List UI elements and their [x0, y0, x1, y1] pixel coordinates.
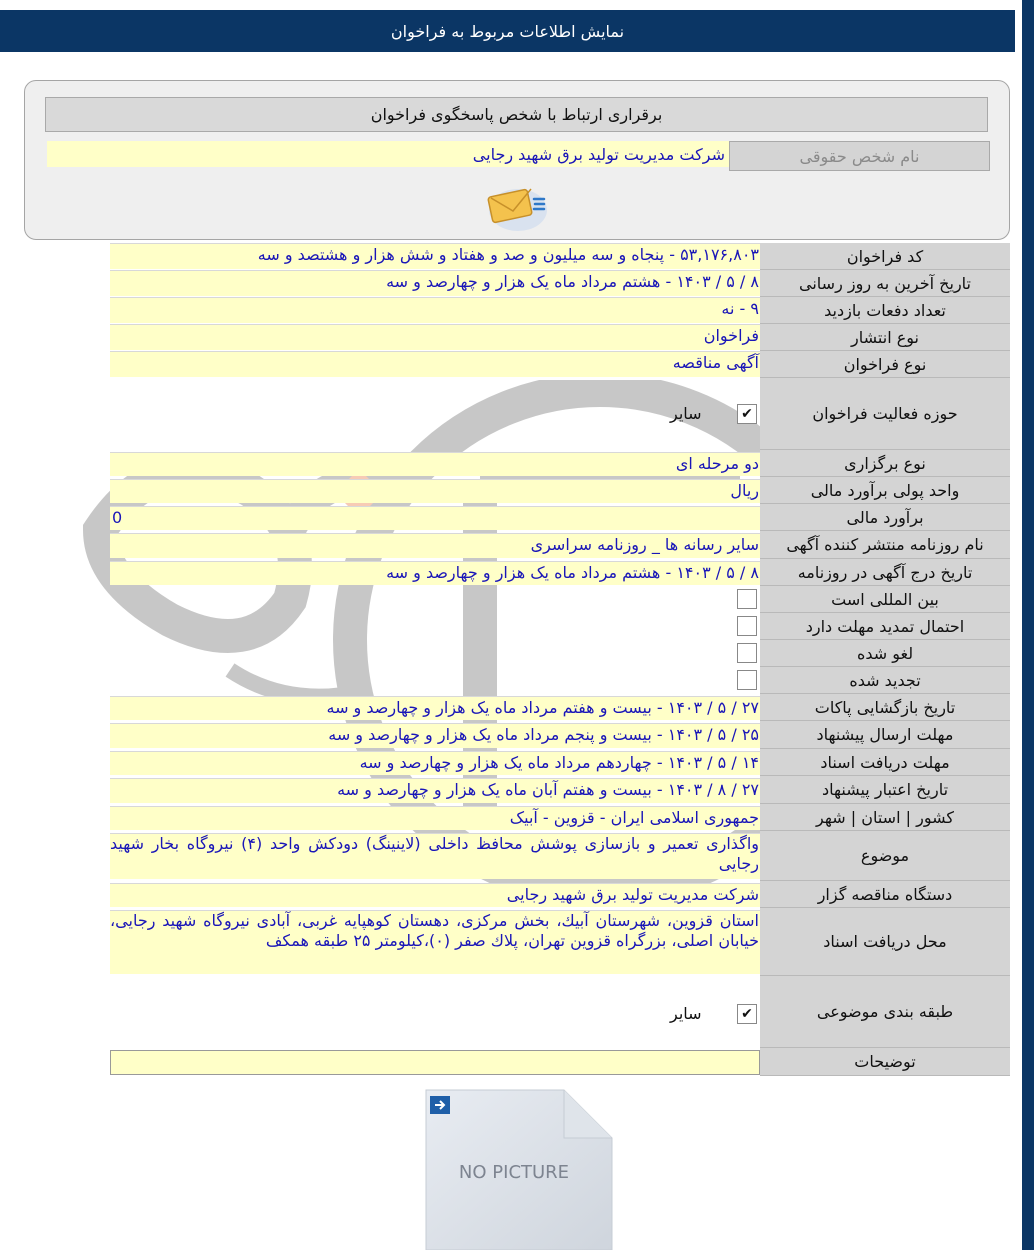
last-update-value: ۸ / ۵ / ۱۴۰۳ - هشتم مرداد ماه یک هزار و چهارصد و سه — [110, 270, 760, 296]
row-extension — [110, 613, 1010, 640]
docs-deadline-label: مهلت دریافت اسناد — [760, 749, 1010, 776]
send-message-button[interactable] — [483, 181, 553, 233]
cancelled-label: لغو شده — [760, 640, 1010, 667]
page-title: نمایش اطلاعات مربوط به فراخوان — [390, 21, 625, 41]
opening-date-label: تاریخ بازگشایی پاکات — [760, 694, 1010, 721]
row-notes — [110, 1048, 1010, 1076]
estimate-value: 0 — [110, 506, 760, 530]
estimate-label: برآورد مالی — [760, 504, 1010, 531]
call-type-label: نوع فراخوان — [760, 351, 1010, 378]
legal-entity-label: نام شخص حقوقی — [729, 141, 990, 171]
row-currency — [110, 477, 1010, 504]
validity-label: تاریخ اعتبار پیشنهاد — [760, 776, 1010, 804]
contact-title: برقراری ارتباط با شخص پاسخگوی فراخوان — [45, 97, 988, 132]
code-label: کد فراخوان — [760, 243, 1010, 270]
notes-value — [110, 1050, 760, 1075]
row-last-update — [110, 270, 1010, 297]
activity-other-checkbox[interactable]: ✔ — [737, 404, 757, 424]
cancelled-checkbox[interactable] — [737, 643, 757, 663]
envelope-icon — [483, 181, 553, 233]
scrollbar-thumb[interactable] — [1022, 0, 1034, 1250]
no-picture-image — [424, 1088, 616, 1250]
holding-type-value: دو مرحله ای — [110, 452, 760, 476]
renewed-label: تجدید شده — [760, 667, 1010, 694]
scrollbar[interactable] — [1018, 0, 1036, 1250]
renewed-checkbox[interactable] — [737, 670, 757, 690]
activity-field-label: حوزه فعالیت فراخوان — [760, 378, 1010, 450]
page-header — [0, 10, 1015, 52]
currency-value: ریال — [110, 479, 760, 503]
row-location — [110, 804, 1010, 831]
row-international — [110, 586, 1010, 613]
newspaper-date-value: ۸ / ۵ / ۱۴۰۳ - هشتم مرداد ماه یک هزار و چهارصد و سه — [110, 561, 760, 585]
publish-type-label: نوع انتشار — [760, 324, 1010, 351]
location-label: کشور | استان | شهر — [760, 804, 1010, 831]
row-docs-deadline — [110, 749, 1010, 776]
row-docs-place — [110, 908, 1010, 976]
notes-label: توضیحات — [760, 1048, 1010, 1076]
subject-label: موضوع — [760, 831, 1010, 881]
currency-label: واحد پولی برآورد مالی — [760, 477, 1010, 504]
row-validity — [110, 776, 1010, 804]
row-submit-deadline — [110, 721, 1010, 749]
docs-place-label: محل دریافت اسناد — [760, 908, 1010, 976]
code-value: ۵۳,۱۷۶,۸۰۳ - پنجاه و سه میلیون و صد و هفتاد و شش هزار و هشتصد و سه — [110, 243, 760, 269]
row-renewed — [110, 667, 1010, 694]
newspaper-label: نام روزنامه منتشر کننده آگهی — [760, 531, 1010, 559]
category-label: طبقه بندی موضوعی — [760, 976, 1010, 1048]
no-picture-text: NO PICTURE — [458, 1162, 570, 1183]
opening-date-value: ۲۷ / ۵ / ۱۴۰۳ - بیست و هفتم مرداد ماه یک هزار و چهارصد و سه — [110, 696, 760, 720]
validity-value: ۲۷ / ۸ / ۱۴۰۳ - بیست و هفتم آبان ماه یک هزار و چهارصد و سه — [110, 778, 760, 803]
extension-checkbox[interactable] — [737, 616, 757, 636]
international-checkbox[interactable] — [737, 589, 757, 609]
row-organizer — [110, 881, 1010, 908]
submit-deadline-label: مهلت ارسال پیشنهاد — [760, 721, 1010, 749]
row-publish-type — [110, 324, 1010, 351]
row-opening-date — [110, 694, 1010, 721]
row-newspaper-date — [110, 559, 1010, 586]
organizer-label: دستگاه مناقصه گزار — [760, 881, 1010, 908]
row-holding-type — [110, 450, 1010, 477]
docs-deadline-value: ۱۴ / ۵ / ۱۴۰۳ - چهاردهم مرداد ماه یک هزار و چهارصد و سه — [110, 751, 760, 775]
subject-value: واگذاری تعمیر و بازسازی پوشش محافظ داخلی (لاینینگ) دودکش واحد (۴) نیروگاه بخار شهید رجایی — [110, 833, 760, 879]
contact-panel — [24, 80, 1010, 240]
extension-label: احتمال تمدید مهلت دارد — [760, 613, 1010, 640]
organizer-value: شرکت مدیریت تولید برق شهید رجایی — [110, 883, 760, 907]
row-subject — [110, 831, 1010, 881]
row-code — [110, 243, 1010, 270]
newspaper-value: سایر رسانه ها _ روزنامه سراسری — [110, 533, 760, 558]
call-type-value: آگهی مناقصه — [110, 351, 760, 377]
visits-value: ۹ - نه — [110, 297, 760, 323]
row-activity-field — [110, 378, 1010, 450]
newspaper-date-label: تاریخ درج آگهی در روزنامه — [760, 559, 1010, 586]
row-visits — [110, 297, 1010, 324]
international-label: بین المللی است — [760, 586, 1010, 613]
row-newspaper — [110, 531, 1010, 559]
row-estimate — [110, 504, 1010, 531]
holding-type-label: نوع برگزاری — [760, 450, 1010, 477]
docs-place-value: استان قزوین، شهرستان آبیك، بخش مرکزی، دهستان کوهپایه غربی، آبادی نیروگاه شهید رجایی، خیابان اصلی، بزرگراه قزوین تهران، پلاك صفر (۰)،کیلومتر ۲۵ طبقه همکف — [110, 910, 760, 974]
location-value: جمهوری اسلامی ایران - قزوین - آبیک — [110, 806, 760, 830]
activity-other-label: سایر — [670, 404, 702, 423]
category-other-label: سایر — [670, 1004, 702, 1023]
visits-label: تعداد دفعات بازدید — [760, 297, 1010, 324]
row-call-type — [110, 351, 1010, 378]
legal-entity-value: شرکت مدیریت تولید برق شهید رجایی — [47, 141, 729, 167]
submit-deadline-value: ۲۵ / ۵ / ۱۴۰۳ - بیست و پنجم مرداد ماه یک هزار و چهارصد و سه — [110, 723, 760, 748]
publish-type-value: فراخوان — [110, 324, 760, 350]
category-other-checkbox[interactable]: ✔ — [737, 1004, 757, 1024]
row-category — [110, 976, 1010, 1048]
row-cancelled — [110, 640, 1010, 667]
last-update-label: تاریخ آخرین به روز رسانی — [760, 270, 1010, 297]
